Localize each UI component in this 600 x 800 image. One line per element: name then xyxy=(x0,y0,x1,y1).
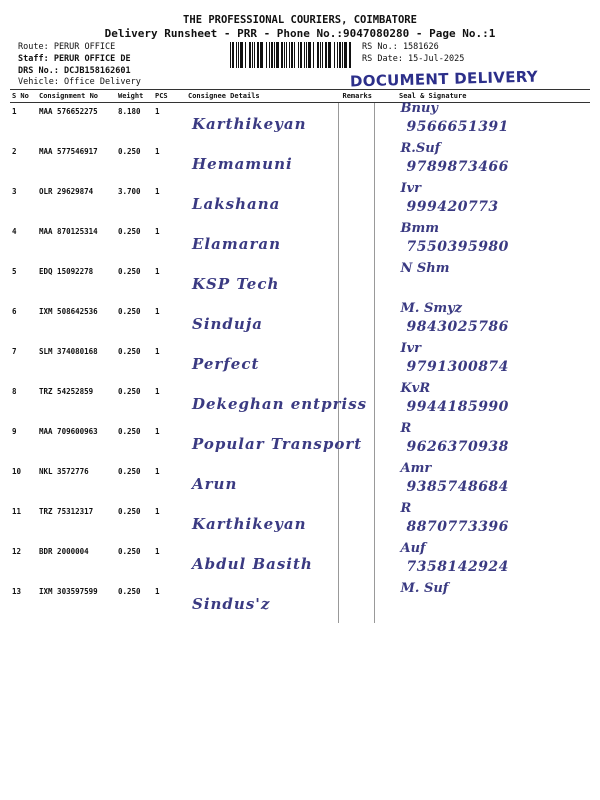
cell-consignment: TRZ 75312317 xyxy=(39,507,94,516)
consignee-handwriting: Elamaran xyxy=(192,235,281,253)
cell-signature xyxy=(374,263,590,303)
cell-consignee xyxy=(186,143,338,183)
signature-phone: 9385748684 xyxy=(406,479,509,495)
cell-sno: 4 xyxy=(12,227,17,236)
signature-phone: 9626370938 xyxy=(406,439,509,455)
cell-consignee xyxy=(186,463,338,503)
cell-signature xyxy=(374,383,590,423)
cell-sno: 11 xyxy=(12,507,22,516)
signature-phone: 9566651391 xyxy=(406,119,509,135)
cell-consignee xyxy=(186,223,338,263)
signature-scribble: KvR xyxy=(400,381,431,396)
cell-remarks xyxy=(338,223,374,263)
cell-signature xyxy=(374,223,590,263)
signature-scribble: Ivr xyxy=(400,181,421,196)
col-weight: Weight xyxy=(116,90,153,103)
col-consignment: Consignment No xyxy=(37,90,116,103)
signature-scribble: Bnuy xyxy=(400,101,438,116)
cell-sno: 12 xyxy=(12,547,22,556)
cell-pcs: 1 xyxy=(155,147,160,156)
cell-sno: 13 xyxy=(12,587,22,596)
route-label: Route: PERUR OFFICE xyxy=(18,42,116,52)
col-sno: S No xyxy=(10,90,37,103)
cell-sno: 1 xyxy=(12,107,17,116)
cell-signature xyxy=(374,463,590,503)
cell-sno: 9 xyxy=(12,427,17,436)
cell-remarks xyxy=(338,503,374,543)
company-title: THE PROFESSIONAL COURIERS, COIMBATORE xyxy=(183,14,417,26)
consignee-handwriting: Sindus'z xyxy=(192,595,271,613)
drs-number: DRS No.: DCJB158162601 xyxy=(18,66,131,76)
table-row xyxy=(10,543,590,583)
cell-consignment: OLR 29629874 xyxy=(39,187,94,196)
signature-phone: 9789873466 xyxy=(406,159,509,175)
cell-weight: 0.250 xyxy=(118,227,141,236)
cell-pcs: 1 xyxy=(155,267,160,276)
cell-remarks xyxy=(338,343,374,383)
cell-weight: 0.250 xyxy=(118,347,141,356)
signature-phone: 9944185990 xyxy=(406,399,509,415)
signature-scribble: Auf xyxy=(400,541,426,556)
cell-signature xyxy=(374,423,590,463)
cell-pcs: 1 xyxy=(155,507,160,516)
cell-weight: 0.250 xyxy=(118,267,141,276)
consignee-handwriting: Arun xyxy=(192,475,238,493)
barcode-image xyxy=(230,42,352,68)
cell-pcs: 1 xyxy=(155,107,160,116)
cell-sno: 10 xyxy=(12,467,22,476)
signature-scribble: Bmm xyxy=(400,221,439,236)
consignee-handwriting: Perfect xyxy=(192,355,260,373)
cell-consignee xyxy=(186,303,338,343)
cell-weight: 8.180 xyxy=(118,107,141,116)
cell-consignee xyxy=(186,183,338,223)
cell-consignment: SLM 374080168 xyxy=(39,347,98,356)
cell-consignment: MAA 576652275 xyxy=(39,107,98,116)
cell-remarks xyxy=(338,263,374,303)
cell-consignment: MAA 577546917 xyxy=(39,147,98,156)
signature-scribble: R xyxy=(400,421,412,436)
table-row xyxy=(10,383,590,423)
signature-scribble: M. Smyz xyxy=(400,301,463,316)
vehicle-label: Vehicle: Office Delivery xyxy=(18,77,141,87)
cell-weight: 0.250 xyxy=(118,307,141,316)
cell-remarks xyxy=(338,303,374,343)
col-signature: Seal & Signature xyxy=(374,90,590,103)
col-pcs: PCS xyxy=(153,90,186,103)
table-row xyxy=(10,463,590,503)
cell-remarks xyxy=(338,463,374,503)
cell-weight: 0.250 xyxy=(118,587,141,596)
runsheet-subtitle: Delivery Runsheet - PRR - Phone No.:9047080280 - Page No.:1 xyxy=(104,27,496,40)
col-consignee: Consignee Details xyxy=(186,90,338,103)
cell-consignee xyxy=(186,423,363,463)
cell-pcs: 1 xyxy=(155,347,160,356)
table-row xyxy=(10,183,590,223)
signature-scribble: R xyxy=(400,501,412,516)
rs-date: RS Date: 15-Jul-2025 xyxy=(362,54,465,64)
cell-remarks xyxy=(338,183,374,223)
cell-consignment: IXM 303597599 xyxy=(39,587,98,596)
col-remarks: Remarks xyxy=(338,90,374,103)
cell-pcs: 1 xyxy=(155,547,160,556)
rs-number: RS No.: 1581626 xyxy=(362,42,439,52)
cell-signature xyxy=(374,503,590,543)
cell-signature xyxy=(374,303,590,343)
cell-weight: 0.250 xyxy=(118,507,141,516)
staff-label: Staff: PERUR OFFICE DE xyxy=(18,54,131,64)
signature-phone: 999420773 xyxy=(406,199,499,215)
cell-signature xyxy=(374,103,590,144)
cell-consignment: TRZ 54252859 xyxy=(39,387,94,396)
cell-pcs: 1 xyxy=(155,467,160,476)
consignee-handwriting: KSP Tech xyxy=(192,275,280,293)
table-row xyxy=(10,303,590,343)
cell-consignee xyxy=(186,383,368,423)
cell-remarks xyxy=(338,383,374,423)
cell-signature xyxy=(374,543,590,583)
cell-weight: 0.250 xyxy=(118,547,141,556)
cell-pcs: 1 xyxy=(155,387,160,396)
consignee-handwriting: Sinduja xyxy=(192,315,263,333)
table-row xyxy=(10,343,590,383)
cell-sno: 7 xyxy=(12,347,17,356)
signature-scribble: Ivr xyxy=(400,341,421,356)
cell-weight: 0.250 xyxy=(118,147,141,156)
consignee-handwriting: Abdul Basith xyxy=(192,555,313,573)
table-row xyxy=(10,103,590,144)
table-row xyxy=(10,223,590,263)
cell-signature xyxy=(374,143,590,183)
cell-consignee xyxy=(186,543,338,583)
cell-remarks xyxy=(338,423,374,463)
cell-signature xyxy=(374,183,590,223)
cell-consignment: MAA 870125314 xyxy=(39,227,98,236)
cell-weight: 0.250 xyxy=(118,467,141,476)
consignee-handwriting: Hemamuni xyxy=(192,155,293,173)
table-row xyxy=(10,583,590,623)
cell-consignment: BDR 2000004 xyxy=(39,547,89,556)
cell-pcs: 1 xyxy=(155,227,160,236)
cell-sno: 6 xyxy=(12,307,17,316)
signature-scribble: N Shm xyxy=(400,261,450,276)
signature-scribble: R.Suf xyxy=(400,141,441,156)
cell-remarks xyxy=(338,103,374,144)
signature-scribble: Amr xyxy=(400,461,432,476)
cell-consignment: IXM 508642536 xyxy=(39,307,98,316)
document-delivery-stamp: DOCUMENT DELIVERY xyxy=(349,67,539,91)
signature-phone: 7358142924 xyxy=(406,559,509,575)
cell-weight: 3.700 xyxy=(118,187,141,196)
signature-phone: 9843025786 xyxy=(406,319,509,335)
consignee-handwriting: Karthikeyan xyxy=(192,115,307,133)
cell-sno: 3 xyxy=(12,187,17,196)
signature-phone: 8870773396 xyxy=(406,519,509,535)
cell-remarks xyxy=(338,543,374,583)
cell-sno: 2 xyxy=(12,147,17,156)
cell-consignment: NKL 3572776 xyxy=(39,467,89,476)
table-row xyxy=(10,423,590,463)
cell-consignee xyxy=(186,503,338,543)
consignee-handwriting: Dekeghan entpriss xyxy=(192,395,368,413)
cell-remarks xyxy=(338,143,374,183)
cell-sno: 5 xyxy=(12,267,17,276)
cell-pcs: 1 xyxy=(155,587,160,596)
cell-pcs: 1 xyxy=(155,307,160,316)
cell-signature xyxy=(374,583,590,623)
cell-pcs: 1 xyxy=(155,187,160,196)
consignee-handwriting: Popular Transport xyxy=(192,435,363,453)
cell-sno: 8 xyxy=(12,387,17,396)
cell-weight: 0.250 xyxy=(118,387,141,396)
cell-signature xyxy=(374,343,590,383)
table-row xyxy=(10,143,590,183)
table-row xyxy=(10,263,590,303)
signature-phone: 9791300874 xyxy=(406,359,509,375)
cell-pcs: 1 xyxy=(155,427,160,436)
cell-consignee xyxy=(186,583,338,623)
cell-weight: 0.250 xyxy=(118,427,141,436)
signature-phone: 7550395980 xyxy=(406,239,509,255)
cell-consignment: MAA 709600963 xyxy=(39,427,98,436)
consignee-handwriting: Karthikeyan xyxy=(192,515,307,533)
cell-remarks xyxy=(338,583,374,623)
table-row xyxy=(10,503,590,543)
cell-consignee xyxy=(186,263,338,303)
delivery-table xyxy=(10,89,590,623)
cell-consignee xyxy=(186,103,338,144)
cell-consignment: EDQ 15092278 xyxy=(39,267,94,276)
signature-scribble: M. Suf xyxy=(400,581,449,596)
cell-consignee xyxy=(186,343,338,383)
consignee-handwriting: Lakshana xyxy=(192,195,281,213)
table-header-row xyxy=(10,90,590,103)
